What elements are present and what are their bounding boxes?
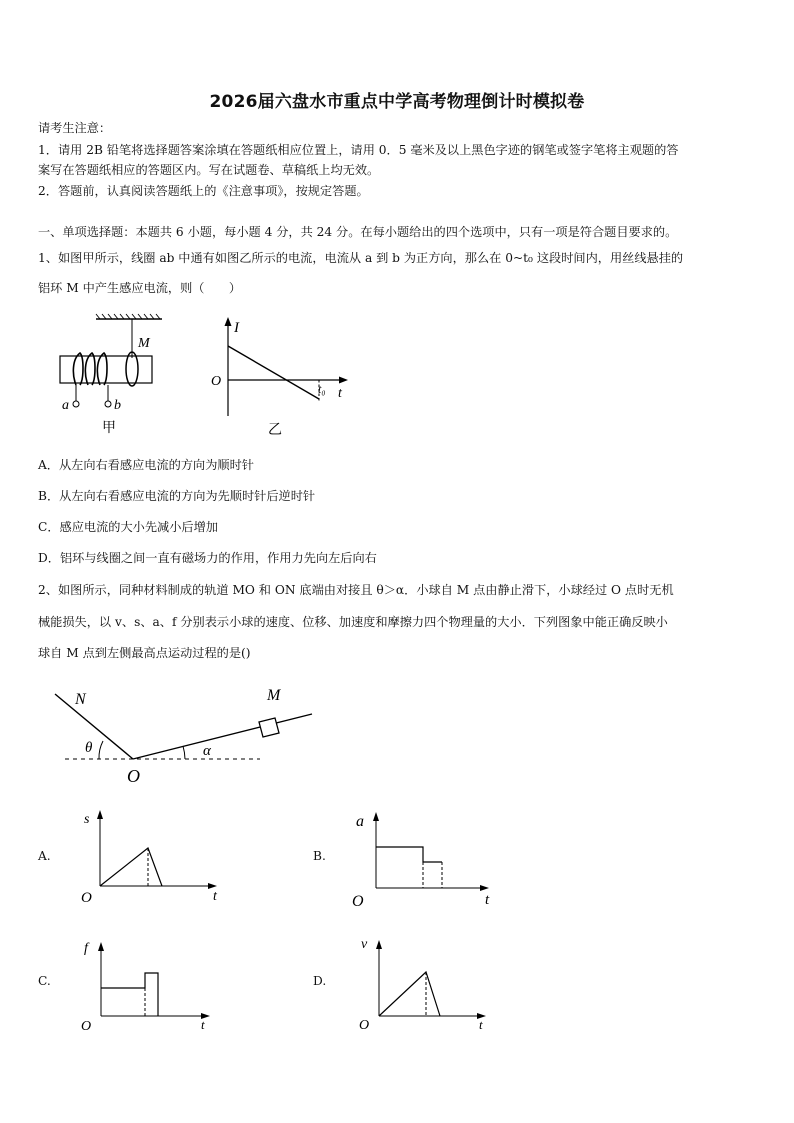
q1-option-c: C．感应电流的大小先减小后增加 — [38, 520, 218, 534]
origin-label: O — [81, 1019, 92, 1034]
q1-stem-line-2: 铝环 M 中产生感应电流，则（ ） — [38, 281, 242, 295]
label-b: b — [114, 398, 121, 413]
axis-label-s: s — [84, 812, 90, 827]
q2-graph-a — [75, 806, 235, 906]
label-a: a — [62, 398, 69, 413]
axis-label-t: t — [213, 889, 217, 904]
notice-line-1a: 1．请用 2B 铅笔将选择题答案涂填在答题纸相应位置上，请用 0．5 毫米及以上黑色字迹的钢笔或签字笔将主观题的答 — [38, 143, 679, 157]
axis-label-v: v — [361, 937, 368, 952]
q2-option-b-label: B. — [313, 849, 326, 863]
q1-figure-yi — [208, 313, 358, 438]
label-M: M — [267, 687, 281, 704]
label-t: t — [338, 386, 342, 401]
q1-stem-line-1: 1、如图甲所示，线圈 ab 中通有如图乙所示的电流，电流从 a 到 b 为正方向，那么在 0~t₀ 这段时间内，用丝线悬挂的 — [38, 251, 684, 265]
label-I: I — [234, 320, 239, 336]
q1-figure-jia — [52, 313, 172, 438]
notice-line-1b: 案写在答题纸相应的答题区内。写在试题卷、草稿纸上均无效。 — [38, 163, 380, 177]
caption-jia: 甲 — [102, 421, 116, 436]
notice-heading: 请考生注意： — [38, 121, 112, 135]
origin-label: O — [81, 890, 92, 906]
page-title: 2026届六盘水市重点中学高考物理倒计时模拟卷 — [209, 92, 585, 112]
q2-graph-d — [353, 930, 513, 1030]
q1-option-a: A．从左向右看感应电流的方向为顺时针 — [38, 458, 254, 472]
label-O: O — [127, 766, 140, 786]
label-t0: t₀ — [318, 382, 326, 396]
caption-yi: 乙 — [268, 423, 282, 438]
axis-label-t: t — [201, 1017, 205, 1032]
label-alpha: α — [203, 743, 211, 759]
q2-option-d-label: D. — [313, 974, 327, 988]
label-O: O — [211, 374, 222, 389]
q2-option-c-label: C. — [38, 974, 51, 988]
notice-line-2: 2．答题前，认真阅读答题纸上的《注意事项》，按规定答题。 — [38, 184, 369, 198]
label-N: N — [75, 691, 86, 708]
q2-stem-line-1: 2、如图所示，同种材料制成的轨道 MO 和 ON 底端由对接且 θ＞α．小球自 M 点由静止滑下，小球经过 O 点时无机 — [38, 583, 674, 597]
q2-option-a-label: A. — [38, 849, 51, 863]
axis-label-f: f — [84, 941, 88, 956]
q2-stem-line-3: 球自 M 点到左侧最高点运动过程的是() — [38, 646, 251, 660]
axis-label-a: a — [356, 813, 364, 830]
origin-label: O — [359, 1018, 370, 1030]
q2-graph-b — [350, 806, 510, 911]
axis-label-t: t — [479, 1017, 483, 1030]
section-heading: 一、单项选择题：本题共 6 小题，每小题 4 分，共 24 分。在每小题给出的四个选项中，只有一项是符合题目要求的。 — [38, 225, 678, 239]
origin-label: O — [352, 893, 364, 910]
q2-track-figure — [45, 680, 325, 790]
q1-option-b: B．从左向右看感应电流的方向为先顺时针后逆时针 — [38, 489, 316, 503]
q2-stem-line-2: 械能损失，以 v、s、a、f 分别表示小球的速度、位移、加速度和摩擦力四个物理量的大小．下列图象中能正确反映小 — [38, 615, 668, 629]
q1-option-d: D．铝环与线圈之间一直有磁场力的作用，作用力先向左后向右 — [38, 551, 377, 565]
label-theta: θ — [85, 740, 93, 756]
q2-graph-c — [75, 934, 235, 1034]
label-M: M — [138, 336, 150, 351]
axis-label-t: t — [485, 892, 490, 908]
